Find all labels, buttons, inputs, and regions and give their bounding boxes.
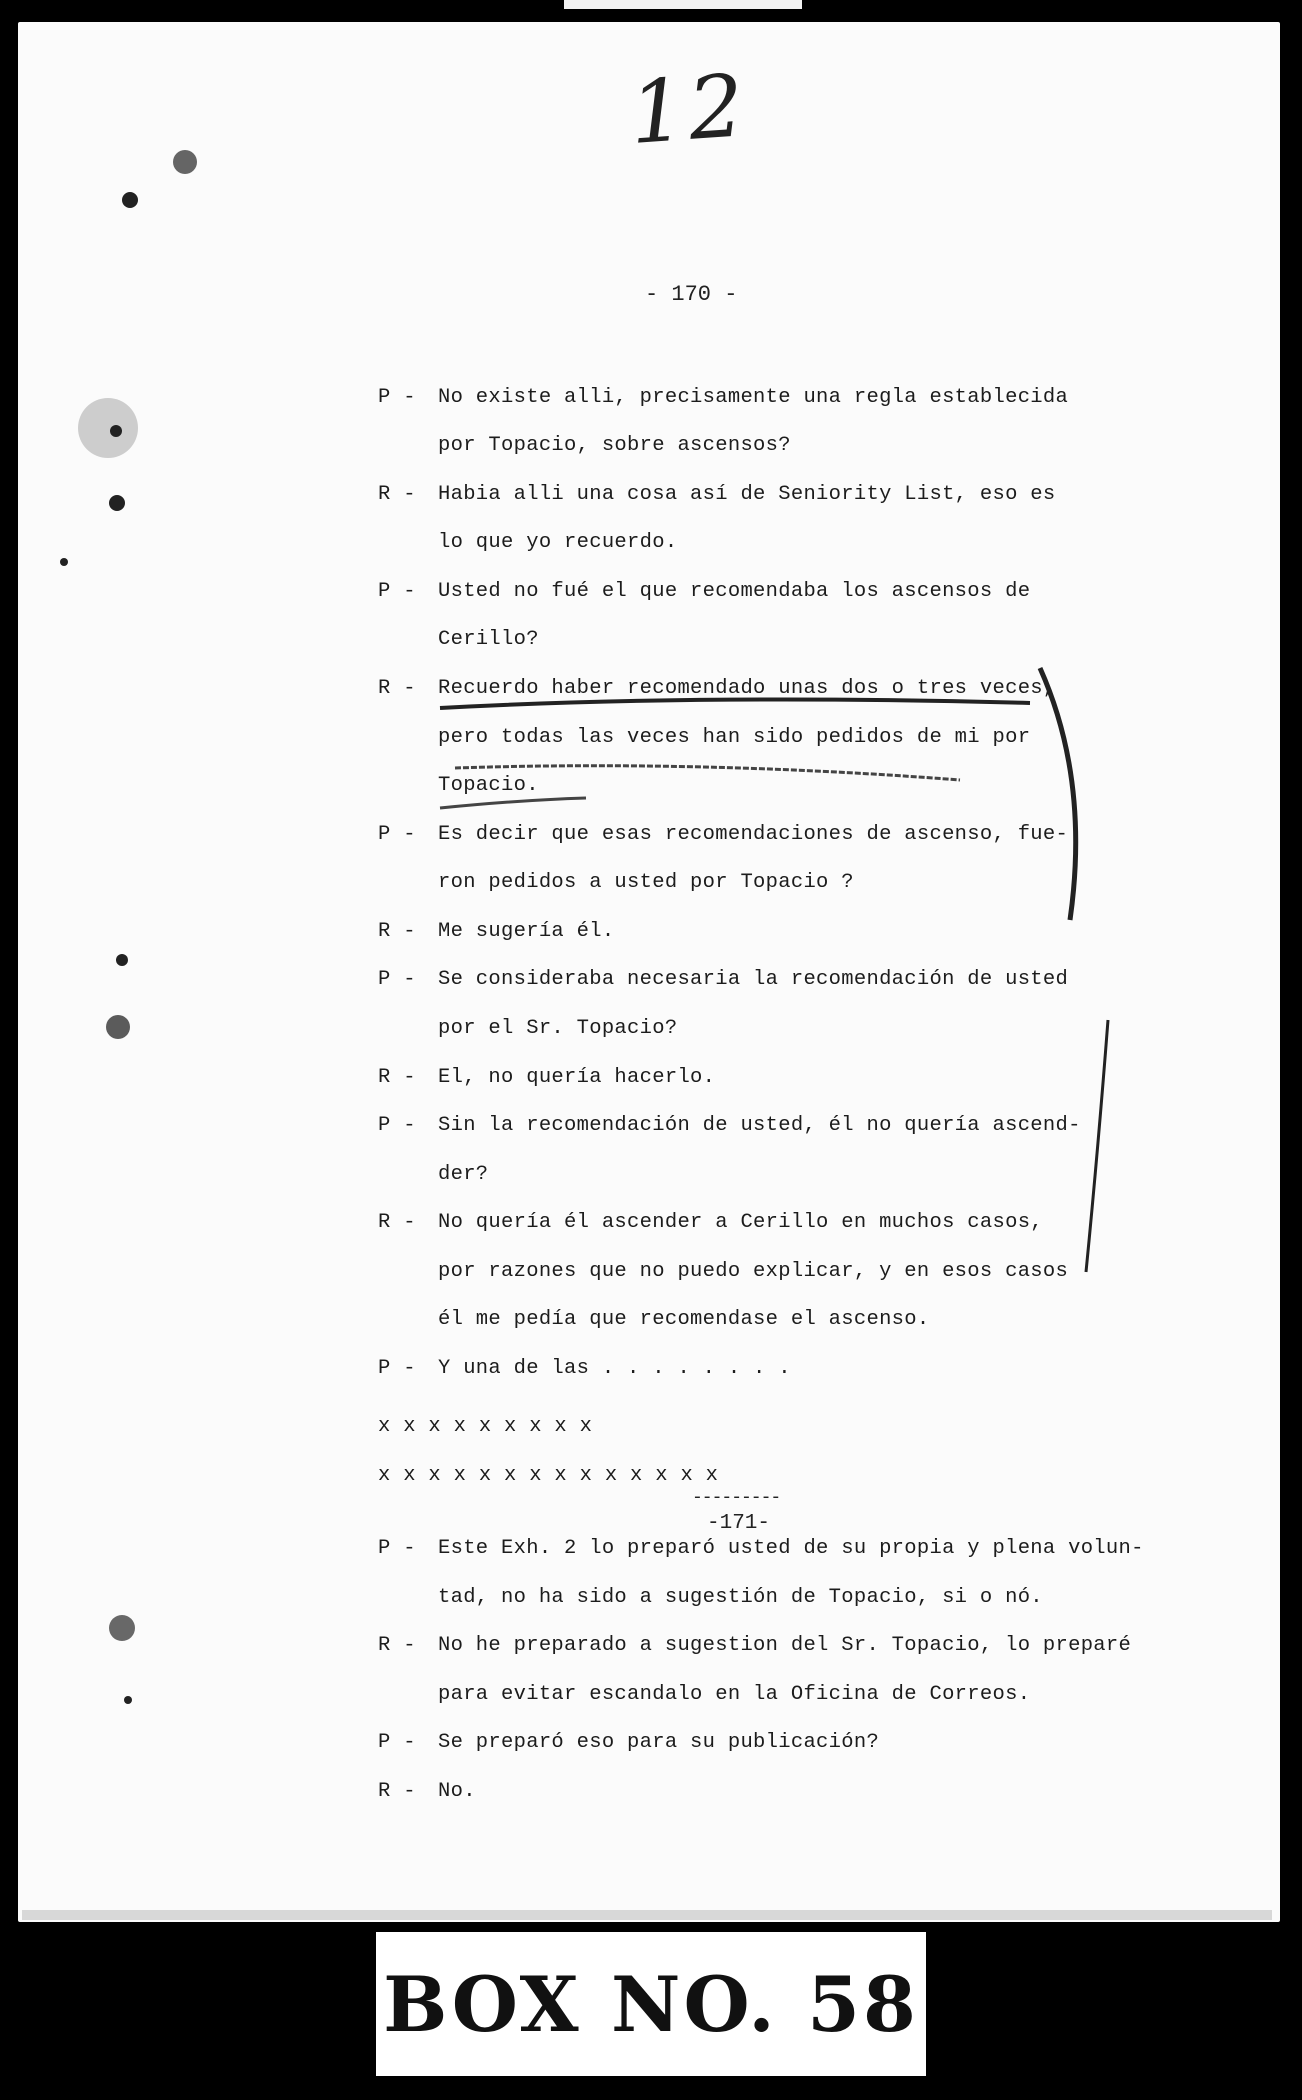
line-text: der? (438, 1163, 489, 1186)
line-text: Se preparó eso para su publicación? (438, 1731, 880, 1754)
speaker-label: R - (378, 677, 416, 700)
line-text: por razones que no puedo explicar, y en esos casos (438, 1260, 1069, 1283)
speaker-label: R - (378, 483, 416, 506)
line-text: él me pedía que recomendase el ascenso. (438, 1308, 930, 1331)
speaker-label: R - (378, 1211, 416, 1234)
line-text: Y una de las . . . . . . . . (438, 1357, 791, 1380)
page-number: - 170 - (645, 282, 738, 307)
separator-dashes: --------- (692, 1488, 781, 1508)
box-label: BOX NO. 58 (376, 1932, 926, 2076)
speaker-label: P - (378, 1357, 416, 1380)
speaker-label: P - (378, 1537, 416, 1560)
line-text: Es decir que esas recomendaciones de ascenso, fue- (438, 823, 1069, 846)
line-text: Se consideraba necesaria la recomendación de usted (438, 968, 1069, 991)
speaker-label: P - (378, 823, 416, 846)
speaker-label: P - (378, 968, 416, 991)
line-text: Este Exh. 2 lo preparó usted de su propia y plena volun- (438, 1537, 1144, 1560)
speaker-label: R - (378, 1634, 416, 1657)
speaker-label: P - (378, 1731, 416, 1754)
line-text: lo que yo recuerdo. (438, 531, 678, 554)
speaker-label: R - (378, 1066, 416, 1089)
line-text: Habia alli una cosa así de Seniority List, eso es (438, 483, 1056, 506)
line-text: para evitar escandalo en la Oficina de Correos. (438, 1683, 1031, 1706)
speaker-label: R - (378, 920, 416, 943)
line-text: Recuerdo haber recomendado unas dos o tres veces, (438, 677, 1056, 700)
line-text: No. (438, 1780, 476, 1803)
line-text: tad, no ha sido a sugestión de Topacio, si o nó. (438, 1586, 1043, 1609)
page-bottom-edge (22, 1910, 1272, 1920)
x-line: x x x x x x x x x (378, 1415, 593, 1438)
x-line: x x x x x x x x x x x x x x (378, 1464, 719, 1487)
speaker-label: P - (378, 1114, 416, 1137)
speaker-label: P - (378, 386, 416, 409)
line-text: Usted no fué el que recomendaba los ascensos de (438, 580, 1031, 603)
top-paper-tab (564, 0, 802, 9)
line-text: Me sugería él. (438, 920, 615, 943)
line-text: ron pedidos a usted por Topacio ? (438, 871, 854, 894)
line-text: Topacio. (438, 774, 539, 797)
line-text: Sin la recomendación de usted, él no quería ascend- (438, 1114, 1081, 1137)
line-text: Cerillo? (438, 628, 539, 651)
line-text: por el Sr. Topacio? (438, 1017, 678, 1040)
line-text: pero todas las veces han sido pedidos de mi por (438, 726, 1031, 749)
line-text: El, no quería hacerlo. (438, 1066, 716, 1089)
speaker-label: R - (378, 1780, 416, 1803)
line-text: No he preparado a sugestion del Sr. Topacio, lo preparé (438, 1634, 1132, 1657)
handwritten-page-number: 12 (626, 56, 751, 164)
speaker-label: P - (378, 580, 416, 603)
line-text: No quería él ascender a Cerillo en muchos casos, (438, 1211, 1043, 1234)
line-text: No existe alli, precisamente una regla establecida (438, 386, 1069, 409)
line-text: por Topacio, sobre ascensos? (438, 434, 791, 457)
inner-page-number: -171- (707, 1512, 771, 1535)
